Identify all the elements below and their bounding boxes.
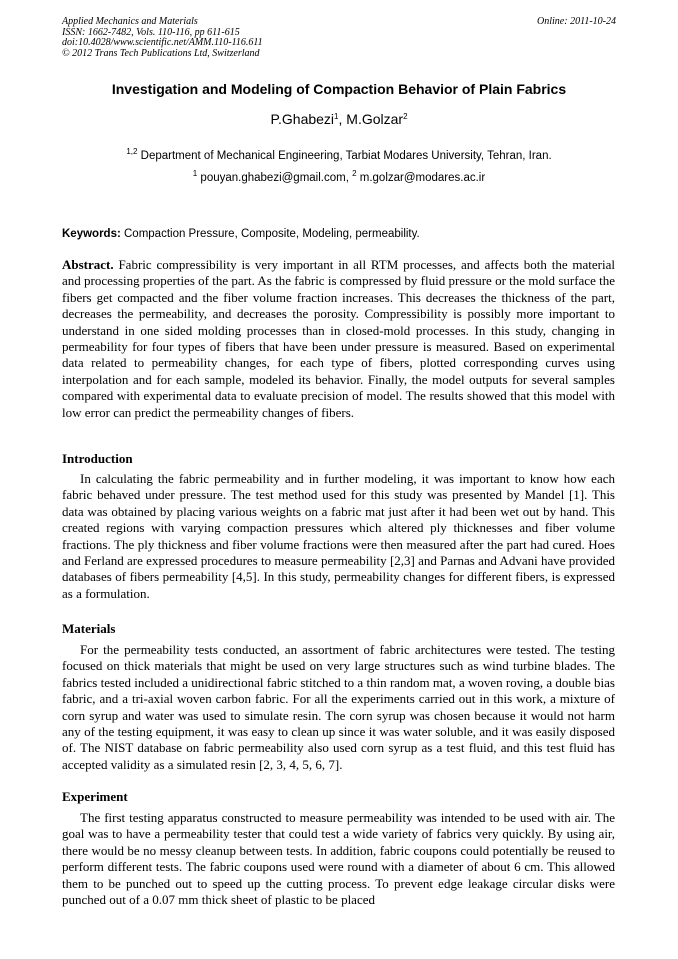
author-1-sup: 1 xyxy=(334,112,339,121)
email-2: m.golzar@modares.ac.ir xyxy=(356,172,486,184)
author-2-sup: 2 xyxy=(403,112,408,121)
affiliation-sup: 1,2 xyxy=(126,147,138,156)
email-2-sup: 2 xyxy=(352,169,357,178)
author-1: P.Ghabezi xyxy=(270,111,335,127)
materials-body xyxy=(62,642,615,773)
introduction-text: In calculating the fabric permeability and in further modeling, it was important to know how each fabric behaved under pressure. The test method used for this study was presented by Mandel [1]. This data was obtained by placing various weights on a fabric mat just after it had been wet out by hand. This created regions with varying compaction pressures which altered ply thicknesses and fiber volume fractions. The ply thickness and fiber volume fractions were then measured after the part had cured. Hoes and Ferland are expressed procedures to measure permeability [2,3] and Parnas and Advani have provided databases of fibers permeability [4,5]. In this study, permeability changes for different fibers, is expressed as a formulation. xyxy=(62,471,615,601)
author-separator: , xyxy=(338,111,347,127)
keywords-text: Compaction Pressure, Composite, Modeling, permeability. xyxy=(120,228,420,240)
experiment-heading: Experiment xyxy=(62,789,128,804)
doi-line: doi:10.4028/www.scientific.net/AMM.110-116.611 xyxy=(62,37,263,48)
affiliation-text: Department of Mechanical Engineering, Tarbiat Modares University, Tehran, Iran. xyxy=(137,150,552,162)
author-line xyxy=(40,111,638,127)
issn-line: ISSN: 1662-7482, Vols. 110-116, pp 611-615 xyxy=(62,26,240,38)
email-1-sup: 1 xyxy=(192,169,198,178)
online-date: Online: 2011-10-24 xyxy=(537,16,616,27)
author-2: M.Golzar xyxy=(346,111,404,127)
keywords xyxy=(62,228,616,240)
materials-heading: Materials xyxy=(62,621,116,636)
experiment-body xyxy=(62,810,615,908)
introduction-body xyxy=(62,471,615,602)
introduction-heading: Introduction xyxy=(62,451,133,466)
affiliation xyxy=(40,147,638,162)
materials-text: For the permeability tests conducted, an assortment of fabric architectures were tested. The testing focused on thick materials that might be used on very large structures such as wind turbine blades. The fabrics tested included a unidirectional fabric stitched to a thin random mat, a woven roving, a double bias fabric, and a tri-axial woven carbon fabric. For all the experiments carried out in this work, a mixture of corn syrup and water was used to simulate resin. The corn syrup was chosen because it would not harm any of the testing equipment, it was easy to clean up since it was water soluble, and it was easily disposed of. The NIST database on fabric permeability also used corn syrup as a test fluid, and this test fluid has accepted validity as a simulated resin [2, 3, 4, 5, 6, 7]. xyxy=(62,642,615,772)
experiment-text: The first testing apparatus constructed to measure permeability was intended to be used with air. The goal was to have a permeability tester that could test a wide variety of fabrics very quickly. By using air, there would be no messy cleanup between tests. In addition, fabric coupons could potentially be reused to perform different tests. The fabric coupons used were round with a diameter of about 6 cm. This allowed them to be punched out to speed up the cutting process. To prevent edge leakage circular disks were punched out of a 0.07 mm thick sheet of plastic to be placed xyxy=(62,810,615,908)
journal-header xyxy=(62,17,616,59)
abstract-label: Abstract. xyxy=(62,257,114,272)
abstract-text: Fabric compressibility is very important in all RTM processes, and affects both the material and processing properties of the part. As the fabric is compressed by fluid pressure or the mold surface the fibers get compacted and the fiber volume fraction increases. This decreases the thickness of the part, decreases the permeability, and decreases the porosity. Compressibility is possibly more important to understand in one sided molding processes than in closed-mold processes. In this study, changing in permeability for four types of fibers that have been under pressure is measured. Based on experimental data related to permeability changes, for each type of fibers, plotted corresponding curves using interpolation and for each sample, modeled its behavior. Finally, the model outputs for several samples compared with experimental data to evaluate precision of model. The results showed that this model with low error can predict the permeability changes of fibers. xyxy=(62,257,615,420)
email-line xyxy=(40,169,638,184)
email-1: pouyan.ghabezi@gmail.com, xyxy=(197,172,353,184)
keywords-label: Keywords: xyxy=(62,228,121,240)
journal-name: Applied Mechanics and Materials xyxy=(62,16,198,27)
copyright-line: © 2012 Trans Tech Publications Ltd, Switzerland xyxy=(62,47,260,59)
paper-title: Investigation and Modeling of Compaction Behavior of Plain Fabrics xyxy=(111,81,567,97)
abstract xyxy=(62,257,615,421)
